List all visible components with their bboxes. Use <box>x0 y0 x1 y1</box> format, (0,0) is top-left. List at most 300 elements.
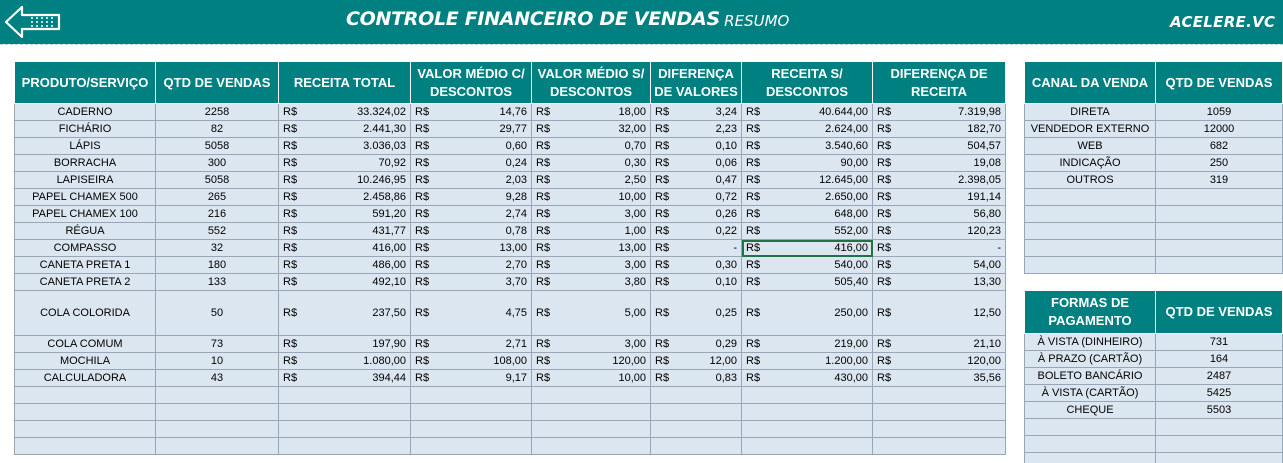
cell-produto[interactable]: BORRACHA <box>15 155 156 172</box>
cell-produto[interactable]: PAPEL CHAMEX 100 <box>15 206 156 223</box>
table-row <box>15 223 1006 240</box>
cell-receita[interactable] <box>279 172 411 189</box>
cell-vm_sd[interactable] <box>532 206 651 223</box>
empty-cell[interactable] <box>1156 436 1283 453</box>
empty-cell[interactable] <box>156 438 279 455</box>
cell-dif_receita[interactable] <box>873 274 1006 291</box>
empty-cell[interactable] <box>15 438 156 455</box>
currency-symbol: R$ <box>877 276 892 288</box>
cell-dif_valores[interactable] <box>651 189 742 206</box>
currency-symbol: R$ <box>415 225 430 237</box>
cell-qtd[interactable]: 216 <box>156 206 279 223</box>
cell-produto[interactable]: COLA COLORIDA <box>15 291 156 336</box>
amount: 12,50 <box>973 307 1001 319</box>
empty-cell[interactable] <box>651 421 742 438</box>
amount: 18,00 <box>618 106 646 118</box>
currency-symbol: R$ <box>283 276 298 288</box>
empty-cell[interactable] <box>1156 257 1283 274</box>
cell-receita_sd[interactable] <box>742 138 873 155</box>
empty-cell[interactable] <box>411 387 532 404</box>
cell-vm_cd[interactable] <box>411 172 532 189</box>
cell-canal[interactable]: DIRETA <box>1025 104 1156 121</box>
empty-cell[interactable] <box>742 421 873 438</box>
currency-symbol: R$ <box>877 225 892 237</box>
table-row <box>15 104 1006 121</box>
cell-receita_sd[interactable] <box>742 240 873 257</box>
amount: 182,70 <box>967 123 1001 135</box>
cell-receita[interactable] <box>279 189 411 206</box>
cell-receita[interactable] <box>279 138 411 155</box>
cell-dif_receita[interactable] <box>873 257 1006 274</box>
money-value <box>415 174 527 186</box>
cell-dif_valores[interactable] <box>651 370 742 387</box>
cell-canal-qtd[interactable]: 250 <box>1156 155 1283 172</box>
brand-logo: ACELERE.VC <box>1170 13 1276 31</box>
money-value <box>283 307 406 319</box>
cell-canal[interactable]: OUTROS <box>1025 172 1156 189</box>
empty-cell[interactable] <box>156 421 279 438</box>
table-row <box>1025 402 1283 419</box>
empty-cell[interactable] <box>1025 240 1156 257</box>
cell-receita[interactable] <box>279 336 411 353</box>
cell-dif_receita[interactable] <box>873 155 1006 172</box>
cell-dif_receita[interactable] <box>873 172 1006 189</box>
back-arrow-icon[interactable] <box>3 3 63 41</box>
cell-vm_cd[interactable] <box>411 104 532 121</box>
empty-row <box>1025 223 1283 240</box>
empty-cell[interactable] <box>411 421 532 438</box>
cell-vm_cd[interactable] <box>411 353 532 370</box>
amount: 120,23 <box>967 225 1001 237</box>
empty-cell[interactable] <box>1156 223 1283 240</box>
cell-dif_receita[interactable] <box>873 370 1006 387</box>
cell-qtd[interactable]: 300 <box>156 155 279 172</box>
cell-receita[interactable] <box>279 370 411 387</box>
money-value <box>655 276 737 288</box>
cell-vm_sd[interactable] <box>532 353 651 370</box>
empty-cell[interactable] <box>1025 257 1156 274</box>
cell-dif_receita[interactable] <box>873 104 1006 121</box>
table-row <box>15 138 1006 155</box>
cell-vm_sd[interactable] <box>532 121 651 138</box>
empty-cell[interactable] <box>532 421 651 438</box>
cell-pag-qtd[interactable]: 5503 <box>1156 402 1283 419</box>
cell-vm_sd[interactable] <box>532 336 651 353</box>
amount: 0,06 <box>715 157 737 169</box>
cell-dif_receita[interactable] <box>873 138 1006 155</box>
empty-cell[interactable] <box>1156 419 1283 436</box>
cell-forma[interactable]: À PRAZO (CARTÃO) <box>1025 351 1156 368</box>
cell-vm_cd[interactable] <box>411 155 532 172</box>
cell-qtd[interactable]: 552 <box>156 223 279 240</box>
empty-cell[interactable] <box>742 404 873 421</box>
empty-cell[interactable] <box>651 438 742 455</box>
cell-vm_cd[interactable] <box>411 291 532 336</box>
money-value <box>415 355 527 367</box>
currency-symbol: R$ <box>283 174 298 186</box>
cell-pag-qtd[interactable]: 5425 <box>1156 385 1283 402</box>
cell-vm_sd[interactable] <box>532 240 651 257</box>
amount: 9,28 <box>505 191 527 203</box>
cell-dif_receita[interactable] <box>873 336 1006 353</box>
empty-cell[interactable] <box>1156 189 1283 206</box>
cell-receita_sd[interactable] <box>742 291 873 336</box>
money-value <box>536 208 646 220</box>
empty-cell[interactable] <box>1156 206 1283 223</box>
cell-receita[interactable] <box>279 223 411 240</box>
cell-vm_sd[interactable] <box>532 274 651 291</box>
money-value <box>536 276 646 288</box>
cell-qtd[interactable]: 10 <box>156 353 279 370</box>
amount: 219,00 <box>834 338 868 350</box>
table-row <box>15 353 1006 370</box>
cell-produto[interactable]: MOCHILA <box>15 353 156 370</box>
empty-cell[interactable] <box>873 438 1006 455</box>
currency-symbol: R$ <box>283 242 298 254</box>
money-value <box>283 372 406 384</box>
empty-cell[interactable] <box>1156 240 1283 257</box>
cell-receita[interactable] <box>279 240 411 257</box>
money-value <box>283 174 406 186</box>
amount: 0,24 <box>505 157 527 169</box>
empty-cell[interactable] <box>532 438 651 455</box>
empty-cell[interactable] <box>1025 436 1156 453</box>
currency-symbol: R$ <box>536 355 551 367</box>
currency-symbol: R$ <box>655 372 670 384</box>
cell-produto[interactable]: FICHÁRIO <box>15 121 156 138</box>
empty-cell[interactable] <box>279 404 411 421</box>
currency-symbol: R$ <box>746 276 761 288</box>
currency-symbol: R$ <box>283 355 298 367</box>
cell-vm_sd[interactable] <box>532 189 651 206</box>
cell-dif_valores[interactable] <box>651 138 742 155</box>
amount: 5,00 <box>624 307 646 319</box>
cell-dif_valores[interactable] <box>651 257 742 274</box>
cell-canal-qtd[interactable]: 319 <box>1156 172 1283 189</box>
table-row <box>1025 385 1283 402</box>
table-row <box>15 189 1006 206</box>
empty-row <box>1025 189 1283 206</box>
canal-table <box>1024 61 1283 274</box>
cell-forma[interactable]: CHEQUE <box>1025 402 1156 419</box>
cell-dif_receita[interactable] <box>873 121 1006 138</box>
money-value <box>746 157 868 169</box>
cell-receita_sd[interactable] <box>742 155 873 172</box>
amount: 2,23 <box>715 123 737 135</box>
empty-cell[interactable] <box>532 387 651 404</box>
cell-produto[interactable]: COMPASSO <box>15 240 156 257</box>
amount: 191,14 <box>967 191 1001 203</box>
empty-cell[interactable] <box>1025 419 1156 436</box>
cell-dif_valores[interactable] <box>651 206 742 223</box>
cell-receita[interactable] <box>279 274 411 291</box>
amount: 3,00 <box>624 208 646 220</box>
amount: 56,80 <box>973 208 1001 220</box>
amount: 0,83 <box>715 372 737 384</box>
cell-canal-qtd[interactable]: 1059 <box>1156 104 1283 121</box>
cell-qtd[interactable]: 5058 <box>156 138 279 155</box>
cell-dif_receita[interactable] <box>873 291 1006 336</box>
cell-dif_valores[interactable] <box>651 353 742 370</box>
cell-receita_sd[interactable] <box>742 370 873 387</box>
cell-qtd[interactable]: 82 <box>156 121 279 138</box>
cell-produto[interactable]: CALCULADORA <box>15 370 156 387</box>
cell-produto[interactable]: RÉGUA <box>15 223 156 240</box>
empty-cell[interactable] <box>532 404 651 421</box>
cell-vm_sd[interactable] <box>532 104 651 121</box>
cell-vm_cd[interactable] <box>411 121 532 138</box>
amount: 540,00 <box>834 259 868 271</box>
cell-produto[interactable]: CADERNO <box>15 104 156 121</box>
cell-dif_valores[interactable] <box>651 291 742 336</box>
cell-qtd[interactable]: 180 <box>156 257 279 274</box>
amount: 40.644,00 <box>819 106 868 118</box>
cell-vm_cd[interactable] <box>411 240 532 257</box>
currency-symbol: R$ <box>746 191 761 203</box>
cell-dif_valores[interactable] <box>651 155 742 172</box>
currency-symbol: R$ <box>746 208 761 220</box>
currency-symbol: R$ <box>877 140 892 152</box>
cell-produto[interactable]: CANETA PRETA 2 <box>15 274 156 291</box>
empty-cell[interactable] <box>15 421 156 438</box>
cell-qtd[interactable]: 50 <box>156 291 279 336</box>
empty-cell[interactable] <box>1025 453 1156 463</box>
currency-symbol: R$ <box>283 307 298 319</box>
cell-receita[interactable] <box>279 206 411 223</box>
money-value <box>415 276 527 288</box>
cell-qtd[interactable]: 32 <box>156 240 279 257</box>
cell-dif_receita[interactable] <box>873 240 1006 257</box>
cell-dif_receita[interactable] <box>873 206 1006 223</box>
cell-receita_sd[interactable] <box>742 121 873 138</box>
empty-cell[interactable] <box>1025 223 1156 240</box>
money-value <box>877 338 1001 350</box>
money-value <box>877 242 1001 254</box>
cell-produto[interactable]: COLA COMUM <box>15 336 156 353</box>
empty-cell[interactable] <box>156 404 279 421</box>
money-value <box>283 338 406 350</box>
cell-receita_sd[interactable] <box>742 206 873 223</box>
amount: 10,00 <box>618 372 646 384</box>
cell-forma[interactable]: À VISTA (CARTÃO) <box>1025 385 1156 402</box>
cell-receita[interactable] <box>279 291 411 336</box>
money-value <box>415 123 527 135</box>
empty-row <box>15 421 1006 438</box>
cell-pag-qtd[interactable]: 731 <box>1156 334 1283 351</box>
currency-symbol: R$ <box>746 355 761 367</box>
cell-receita_sd[interactable] <box>742 104 873 121</box>
cell-canal-qtd[interactable]: 682 <box>1156 138 1283 155</box>
empty-cell[interactable] <box>411 438 532 455</box>
currency-symbol: R$ <box>415 123 430 135</box>
empty-cell[interactable] <box>411 404 532 421</box>
cell-vm_sd[interactable] <box>532 257 651 274</box>
money-value <box>746 123 868 135</box>
money-value <box>746 242 868 254</box>
cell-receita[interactable] <box>279 104 411 121</box>
empty-cell[interactable] <box>279 387 411 404</box>
cell-vm_sd[interactable] <box>532 155 651 172</box>
money-value <box>415 372 527 384</box>
empty-cell[interactable] <box>742 438 873 455</box>
currency-symbol: R$ <box>877 242 892 254</box>
empty-cell[interactable] <box>156 387 279 404</box>
cell-receita_sd[interactable] <box>742 257 873 274</box>
empty-cell[interactable] <box>873 421 1006 438</box>
table-row <box>15 240 1006 257</box>
cell-produto[interactable]: CANETA PRETA 1 <box>15 257 156 274</box>
currency-symbol: R$ <box>746 140 761 152</box>
money-value <box>877 208 1001 220</box>
cell-vm_sd[interactable] <box>532 223 651 240</box>
empty-cell[interactable] <box>651 387 742 404</box>
empty-cell[interactable] <box>1025 206 1156 223</box>
money-value <box>877 174 1001 186</box>
currency-symbol: R$ <box>283 191 298 203</box>
cell-dif_valores[interactable] <box>651 336 742 353</box>
cell-dif_receita[interactable] <box>873 189 1006 206</box>
table-row <box>15 206 1006 223</box>
cell-qtd[interactable]: 73 <box>156 336 279 353</box>
cell-receita[interactable] <box>279 353 411 370</box>
amount: 12.645,00 <box>819 174 868 186</box>
cell-receita_sd[interactable] <box>742 189 873 206</box>
cell-pag-qtd[interactable]: 2487 <box>1156 368 1283 385</box>
cell-qtd[interactable]: 133 <box>156 274 279 291</box>
empty-cell[interactable] <box>1025 189 1156 206</box>
money-value <box>746 276 868 288</box>
cell-pag-qtd[interactable]: 164 <box>1156 351 1283 368</box>
cell-receita_sd[interactable] <box>742 223 873 240</box>
cell-vm_cd[interactable] <box>411 336 532 353</box>
cell-dif_valores[interactable] <box>651 274 742 291</box>
empty-cell[interactable] <box>742 387 873 404</box>
cell-receita[interactable] <box>279 121 411 138</box>
cell-qtd[interactable]: 43 <box>156 370 279 387</box>
empty-cell[interactable] <box>279 421 411 438</box>
money-value <box>655 307 737 319</box>
cell-qtd[interactable]: 2258 <box>156 104 279 121</box>
money-value <box>415 208 527 220</box>
cell-receita_sd[interactable] <box>742 353 873 370</box>
money-value <box>415 338 527 350</box>
amount: 237,50 <box>372 307 406 319</box>
table-row <box>1025 334 1283 351</box>
money-value <box>536 307 646 319</box>
cell-dif_valores[interactable] <box>651 121 742 138</box>
cell-vm_cd[interactable] <box>411 138 532 155</box>
cell-receita_sd[interactable] <box>742 172 873 189</box>
cell-canal-qtd[interactable]: 12000 <box>1156 121 1283 138</box>
amount: 3,24 <box>715 106 737 118</box>
cell-vm_cd[interactable] <box>411 257 532 274</box>
money-value <box>283 242 406 254</box>
amount: 2,50 <box>624 174 646 186</box>
amount: 197,90 <box>372 338 406 350</box>
col-dif-valores-header: DIFERENÇA DE VALORES <box>651 62 742 104</box>
cell-vm_cd[interactable] <box>411 189 532 206</box>
empty-cell[interactable] <box>873 404 1006 421</box>
cell-dif_valores[interactable] <box>651 223 742 240</box>
cell-dif_valores[interactable] <box>651 104 742 121</box>
cell-canal[interactable]: VENDEDOR EXTERNO <box>1025 121 1156 138</box>
amount: 0,10 <box>715 276 737 288</box>
amount: 4,75 <box>505 307 527 319</box>
money-value <box>877 106 1001 118</box>
money-value <box>877 225 1001 237</box>
cell-receita[interactable] <box>279 257 411 274</box>
cell-vm_sd[interactable] <box>532 172 651 189</box>
cell-receita_sd[interactable] <box>742 336 873 353</box>
empty-cell[interactable] <box>1156 453 1283 463</box>
cell-canal[interactable]: INDICAÇÃO <box>1025 155 1156 172</box>
cell-produto[interactable]: LÁPIS <box>15 138 156 155</box>
cell-dif_valores[interactable] <box>651 240 742 257</box>
amount: 33.324,02 <box>357 106 406 118</box>
cell-produto[interactable]: PAPEL CHAMEX 500 <box>15 189 156 206</box>
currency-symbol: R$ <box>536 307 551 319</box>
money-value <box>746 259 868 271</box>
cell-qtd[interactable]: 265 <box>156 189 279 206</box>
cell-qtd[interactable]: 5058 <box>156 172 279 189</box>
cell-vm_sd[interactable] <box>532 370 651 387</box>
currency-symbol: R$ <box>283 338 298 350</box>
cell-canal[interactable]: WEB <box>1025 138 1156 155</box>
cell-forma[interactable]: BOLETO BANCÁRIO <box>1025 368 1156 385</box>
cell-vm_cd[interactable] <box>411 206 532 223</box>
cell-vm_sd[interactable] <box>532 291 651 336</box>
cell-produto[interactable]: LAPISEIRA <box>15 172 156 189</box>
cell-dif_valores[interactable] <box>651 172 742 189</box>
empty-cell[interactable] <box>15 387 156 404</box>
cell-vm_cd[interactable] <box>411 274 532 291</box>
cell-dif_receita[interactable] <box>873 223 1006 240</box>
products-header-row <box>15 62 1006 104</box>
table-row <box>1025 155 1283 172</box>
empty-row <box>15 438 1006 455</box>
currency-symbol: R$ <box>655 208 670 220</box>
table-row <box>1025 121 1283 138</box>
cell-vm_sd[interactable] <box>532 138 651 155</box>
cell-vm_cd[interactable] <box>411 370 532 387</box>
cell-receita[interactable] <box>279 155 411 172</box>
amount: 0,22 <box>715 225 737 237</box>
amount: 0,47 <box>715 174 737 186</box>
empty-cell[interactable] <box>15 404 156 421</box>
currency-symbol: R$ <box>536 157 551 169</box>
amount: 9,17 <box>505 372 527 384</box>
empty-cell[interactable] <box>279 438 411 455</box>
amount: 13,00 <box>618 242 646 254</box>
currency-symbol: R$ <box>415 140 430 152</box>
empty-row <box>1025 206 1283 223</box>
cell-forma[interactable]: À VISTA (DINHEIRO) <box>1025 334 1156 351</box>
col-pag-qtd-header: QTD DE VENDAS <box>1156 291 1283 334</box>
cell-dif_receita[interactable] <box>873 353 1006 370</box>
cell-receita_sd[interactable] <box>742 274 873 291</box>
cell-vm_cd[interactable] <box>411 223 532 240</box>
amount: 2,70 <box>505 259 527 271</box>
money-value <box>746 191 868 203</box>
currency-symbol: R$ <box>536 276 551 288</box>
empty-cell[interactable] <box>873 387 1006 404</box>
currency-symbol: R$ <box>283 140 298 152</box>
currency-symbol: R$ <box>536 338 551 350</box>
money-value <box>877 307 1001 319</box>
empty-cell[interactable] <box>651 404 742 421</box>
money-value <box>877 191 1001 203</box>
currency-symbol: R$ <box>655 174 670 186</box>
